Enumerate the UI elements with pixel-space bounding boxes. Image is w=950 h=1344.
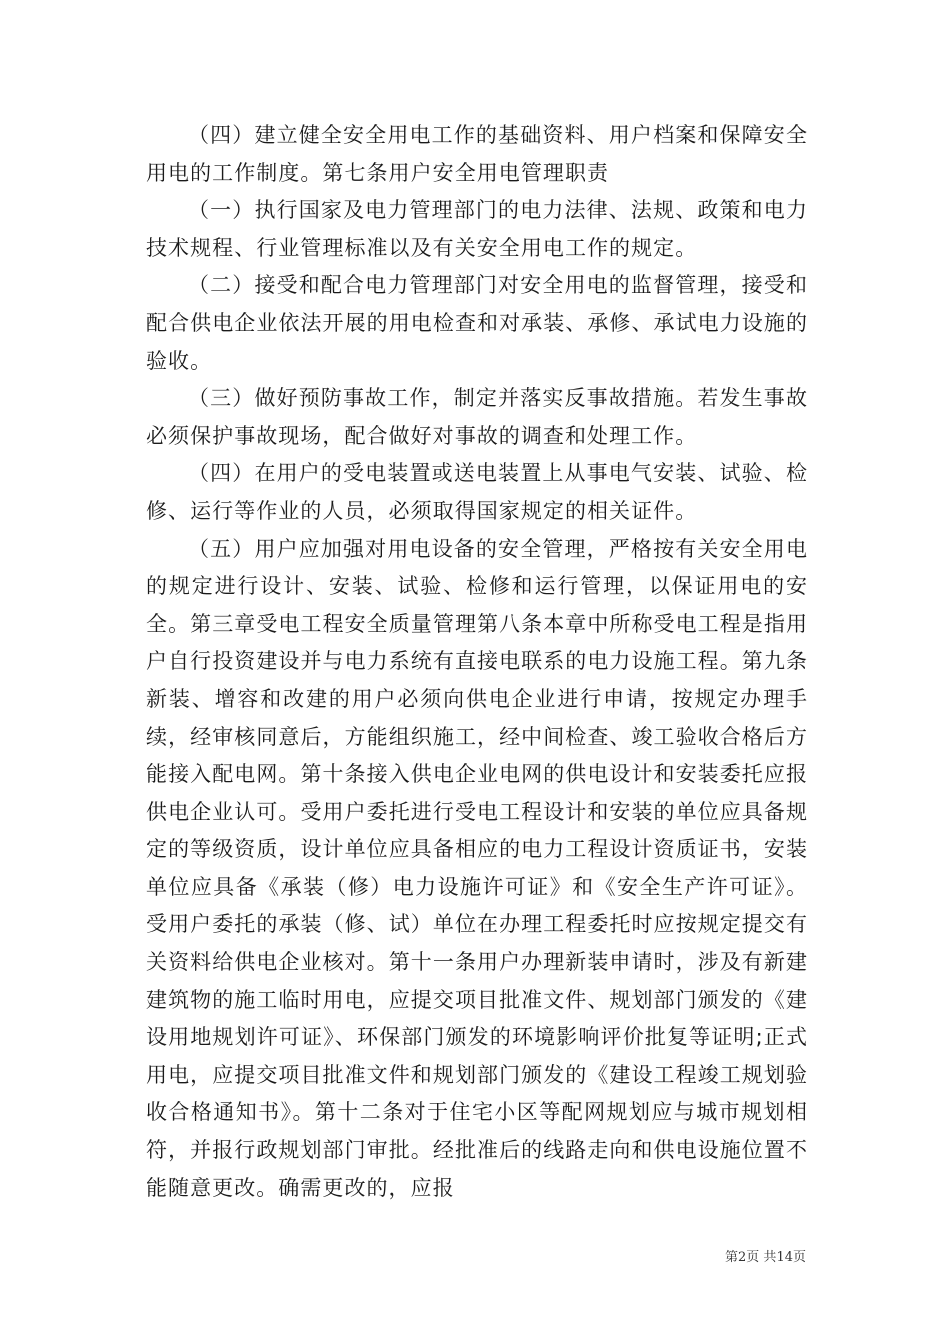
paragraph-2: （一）执行国家及电力管理部门的电力法律、法规、政策和电力技术规程、行业管理标准以及有关安全用电工作的规定。: [146, 198, 808, 260]
body-text: [146, 117, 808, 1207]
paragraph-3: （二）接受和配合电力管理部门对安全用电的监督管理，接受和配合供电企业依法开展的用电检查和对承装、承修、承试电力设施的验收。: [146, 273, 808, 373]
paragraph-6: （五）用户应加强对用电设备的安全管理，严格按有关安全用电的规定进行设计、安装、试验、检修和运行管理，以保证用电的安全。第三章受电工程安全质量管理第八条本章中所称受电工程是指用户自行投资建设并与电力系统有直接电联系的电力设施工程。第九条新装、增容和改建的用户必须向供电企业进行申请，按规定办理手续，经审核同意后，方能组织施工，经中间检查、竣工验收合格后方能接入配电网。第十条接入供电企业电网的供电设计和安装委托应报供电企业认可。受用户委托进行受电工程设计和安装的单位应具备规定的等级资质，设计单位应具备相应的电力工程设计资质证书，安装单位应具备《承装（修）电力设施许可证》和《安全生产许可证》。受用户委托的承装（修、试）单位在办理工程委托时应按规定提交有关资料给供电企业核对。第十一条用户办理新装申请时，涉及有新建建筑物的施工临时用电，应提交项目批准文件、规划部门颁发的《建设用地规划许可证》、环保部门颁发的环境影响评价批复等证明;正式用电，应提交项目批准文件和规划部门颁发的《建设工程竣工规划验收合格通知书》。第十二条对于住宅小区等配网规划应与城市规划相符，并报行政规划部门审批。经批准后的线路走向和供电设施位置不能随意更改。确需更改的，应报: [146, 536, 808, 1200]
paragraph-5: （四）在用户的受电装置或送电装置上从事电气安装、试验、检修、运行等作业的人员，必须取得国家规定的相关证件。: [146, 461, 808, 523]
paragraph-1: （四）建立健全安全用电工作的基础资料、用户档案和保障安全用电的工作制度。第七条用户安全用电管理职责: [146, 123, 808, 185]
footer-current-page: 2: [738, 1250, 747, 1265]
paragraph-4: （三）做好预防事故工作，制定并落实反事故措施。若发生事故必须保护事故现场，配合做好对事故的调查和处理工作。: [146, 386, 808, 448]
footer-total-pages: 14: [776, 1250, 793, 1265]
footer-prefix: 第: [725, 1250, 739, 1265]
footer-suffix: 页: [792, 1250, 806, 1265]
page-footer: [725, 1246, 806, 1265]
footer-middle: 页 共: [746, 1250, 777, 1265]
